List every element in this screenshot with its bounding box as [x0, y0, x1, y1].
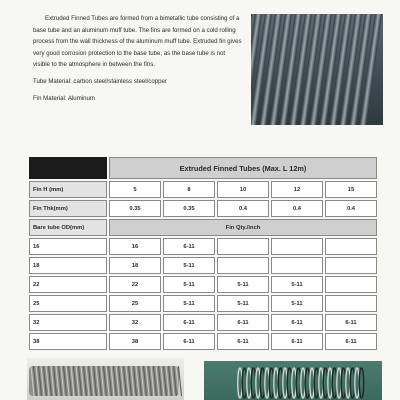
- fin-h-cell: 12: [271, 181, 323, 198]
- table-row: [29, 295, 377, 312]
- table-row: [29, 314, 377, 331]
- coil-fin: [269, 368, 273, 398]
- row-od: 32: [29, 314, 107, 331]
- row-od: 38: [29, 333, 107, 350]
- table-row: [29, 276, 377, 293]
- coil-fin: [328, 368, 332, 398]
- table-cell: [217, 257, 269, 274]
- table-cell: 6-11: [271, 314, 323, 331]
- table-cell: 5-11: [163, 276, 215, 293]
- coil-fin: [350, 368, 354, 398]
- coil-fin: [337, 368, 341, 398]
- fin-qty-label: Fin Qty./inch: [109, 219, 377, 236]
- fin-thk-label: Fin Thk(mm): [29, 200, 107, 217]
- table-cell: 6-11: [325, 314, 377, 331]
- coil-fin: [323, 368, 327, 398]
- coil-fin: [314, 368, 318, 398]
- row-od: 25: [29, 295, 107, 312]
- table-cell: [325, 257, 377, 274]
- intro-paragraph: Extruded Finned Tubes are formed from a bimetallic tube consisting of a base tube and an aluminum muff tube. The fins are formed on a cold rolling process from the wall thickness of the aluminum muff tube. Extruded fin gives very good corrosion protection to the base tube, as the base tube is not visible to the atmosphere in between the fins.: [33, 15, 242, 69]
- row-od: 18: [29, 257, 107, 274]
- table-cell: 5-11: [217, 295, 269, 312]
- coil-fin: [310, 368, 314, 398]
- coil-fin: [242, 368, 246, 398]
- coil-fin: [260, 368, 264, 398]
- coil-fin: [301, 368, 305, 398]
- specification-table: [27, 155, 379, 352]
- table-cell: [271, 238, 323, 255]
- coil-fin: [251, 368, 255, 398]
- fin-h-label: Fin H (mm): [29, 181, 107, 198]
- coil-fin: [292, 368, 296, 398]
- coil-fin: [265, 368, 269, 398]
- fin-thk-cell: 0.4: [271, 200, 323, 217]
- coil-fin: [296, 368, 300, 398]
- row-od: 22: [29, 276, 107, 293]
- table-cell: 5-11: [217, 276, 269, 293]
- coil-fin: [346, 368, 350, 398]
- table-row: [29, 333, 377, 350]
- coil-fin: [247, 368, 251, 398]
- table-row: [29, 238, 377, 255]
- fin-h-cell: 8: [163, 181, 215, 198]
- table-cell: 6-11: [163, 314, 215, 331]
- fin-coil-closeup-photo: [204, 361, 382, 400]
- table-cell: 6-11: [163, 238, 215, 255]
- table-cell: 38: [109, 333, 161, 350]
- table-cell: [325, 295, 377, 312]
- table-cell: 6-11: [325, 333, 377, 350]
- table-row: [29, 257, 377, 274]
- bare-tube-label: Bare tube OD(mm): [29, 219, 107, 236]
- table-cell: 6-11: [163, 333, 215, 350]
- table-cell: 6-11: [217, 314, 269, 331]
- coil-fin: [238, 368, 242, 398]
- table-title: Extruded Finned Tubes (Max. L 12m): [109, 157, 377, 179]
- coil-fin: [274, 368, 278, 398]
- fin-thk-cell: 0.35: [109, 200, 161, 217]
- table-cell: [325, 276, 377, 293]
- fin-h-cell: 15: [325, 181, 377, 198]
- row-od: 16: [29, 238, 107, 255]
- coil-fin: [355, 368, 359, 398]
- table-cell: [217, 238, 269, 255]
- fin-material: Fin Material: Aluminum: [33, 94, 95, 102]
- fin-thk-cell: 0.4: [217, 200, 269, 217]
- coil-fin: [283, 368, 287, 398]
- table-cell: 16: [109, 238, 161, 255]
- table-cell: 6-11: [271, 333, 323, 350]
- coil-fin: [305, 368, 309, 398]
- fin-h-cell: 5: [109, 181, 161, 198]
- coil-fin: [359, 368, 363, 398]
- coil-fin: [341, 368, 345, 398]
- table-cell: 5-11: [163, 295, 215, 312]
- fin-thk-cell: 0.4: [325, 200, 377, 217]
- finned-tube-bundle-photo: [251, 14, 383, 125]
- fin-h-cell: 10: [217, 181, 269, 198]
- table-cell: [325, 238, 377, 255]
- table-cell: 32: [109, 314, 161, 331]
- table-cell: 6-11: [217, 333, 269, 350]
- coil-fin: [319, 368, 323, 398]
- fin-thk-cell: 0.35: [163, 200, 215, 217]
- extruded-finned-tube-closeup-photo: [27, 358, 184, 400]
- coil-fin: [278, 368, 282, 398]
- table-cell: 25: [109, 295, 161, 312]
- table-cell: 5-11: [163, 257, 215, 274]
- coil-fin: [332, 368, 336, 398]
- coil-fin: [287, 368, 291, 398]
- intro-text: [33, 13, 243, 109]
- table-banner: [29, 157, 107, 179]
- coil-fin: [256, 368, 260, 398]
- table-cell: 18: [109, 257, 161, 274]
- table-cell: 5-11: [271, 276, 323, 293]
- table-cell: [271, 257, 323, 274]
- table-cell: 22: [109, 276, 161, 293]
- table-cell: 5-11: [271, 295, 323, 312]
- tube-material: Tube Material: carbon steel/stainless steel/copper: [33, 77, 167, 85]
